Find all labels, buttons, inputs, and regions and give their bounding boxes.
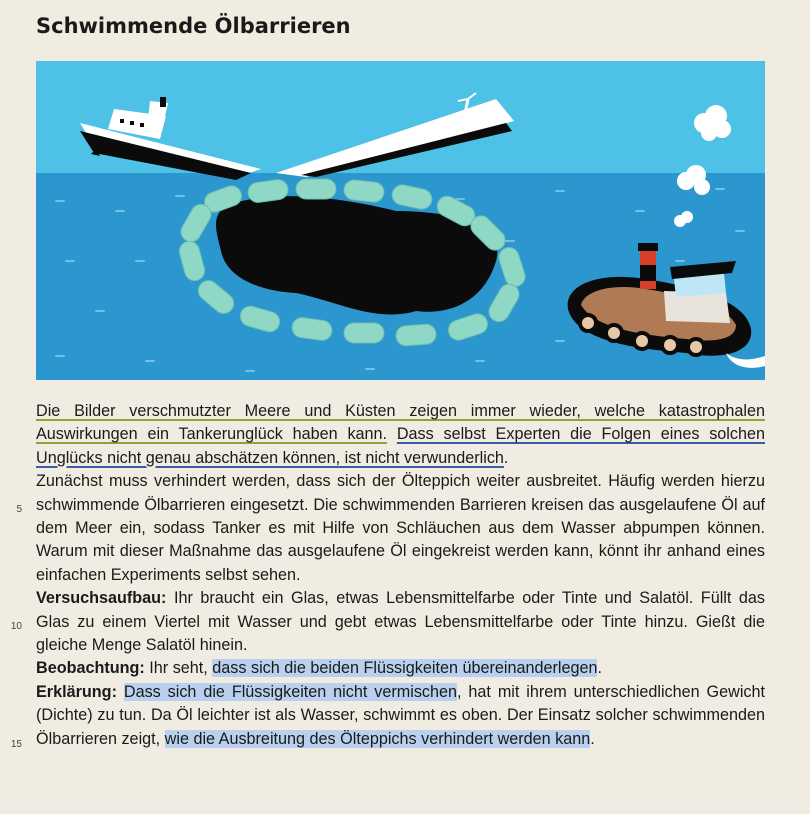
line-number: 15 [10,738,22,750]
erklaerung-highlight-1: Dass sich die Flüssigkeiten nicht vermischen [123,682,458,701]
oil-spill-illustration [36,61,765,380]
line-number: 5 [16,504,22,516]
erklaerung-highlight-2: wie die Ausbreitung des Ölteppichs verhindert werden kann [164,729,591,748]
article-text [10,400,766,751]
intro-sentence-1: Die Bilder verschmutzter Meere und Küsten zeigen immer wieder, welche katastrophalen Auswirkungen ein Tankerunglück haben kann. [36,402,765,444]
erklaerung-paragraph: 15 Erklärung: Dass sich die Flüssigkeiten nicht vermischen, hat mit ihrem unterschiedlichen Gewicht (Dichte) zu tun. Da Öl leichter ist als Wasser, schwimmt es oben. Der Einsatz solcher schwimmenden Ölbarrieren zeigt, wie die Ausbreitung des Ölteppichs verhindert werden kann. [36,681,765,751]
page-title: Schwimmende Ölbarrieren [36,14,351,38]
beobachtung-label: Beobachtung: [36,659,145,678]
versuch-label: Versuchsaufbau: [36,589,167,608]
line-number: 10 [10,621,22,633]
intro-sentence-2: Dass selbst Experten die Folgen eines solchen Unglücks nicht genau abschätzen können, ist nicht verwunderlich [36,425,766,467]
intro-paragraph: Die Bilder verschmutzter Meere und Küsten zeigen immer wieder, welche katastrophalen Auswirkungen ein Tankerunglück haben kann. Dass selbst Experten die Folgen eines solchen Unglücks nicht genau abschätzen können, ist nicht verwunderlich. [36,402,766,467]
erklaerung-label: Erklärung: [36,682,117,701]
versuch-paragraph: 10 Versuchsaufbau: Ihr braucht ein Glas, etwas Lebensmittelfarbe oder Tinte und Salatöl. Füllt das Glas zu einem Viertel mit Wasser und gebt etwas Lebensmittelfarbe oder Tinte hinzu. Gießt die gleiche Menge Salatöl hinein. [36,587,765,657]
beobachtung-paragraph: Beobachtung: Ihr seht, dass sich die beiden Flüssigkeiten übereinanderlegen. [36,659,602,678]
beobachtung-highlight: dass sich die beiden Flüssigkeiten übereinanderlegen [212,659,598,678]
body-paragraph: 5 Zunächst muss verhindert werden, dass sich der Ölteppich weiter ausbreitet. Häufig werden hierzu schwimmende Ölbarrieren eingesetzt. Die schwimmenden Barrieren kreisen das ausgelaufene Öl auf dem Meer ein, sodass Tanker es mit Hilfe von Schläuchen aus dem Wasser abpumpen können. Warum mit dieser Maßnahme das ausgelaufene Öl eingekreist werden kann, könnt ihr anhand eines einfachen Experiments selbst sehen. [36,470,765,587]
